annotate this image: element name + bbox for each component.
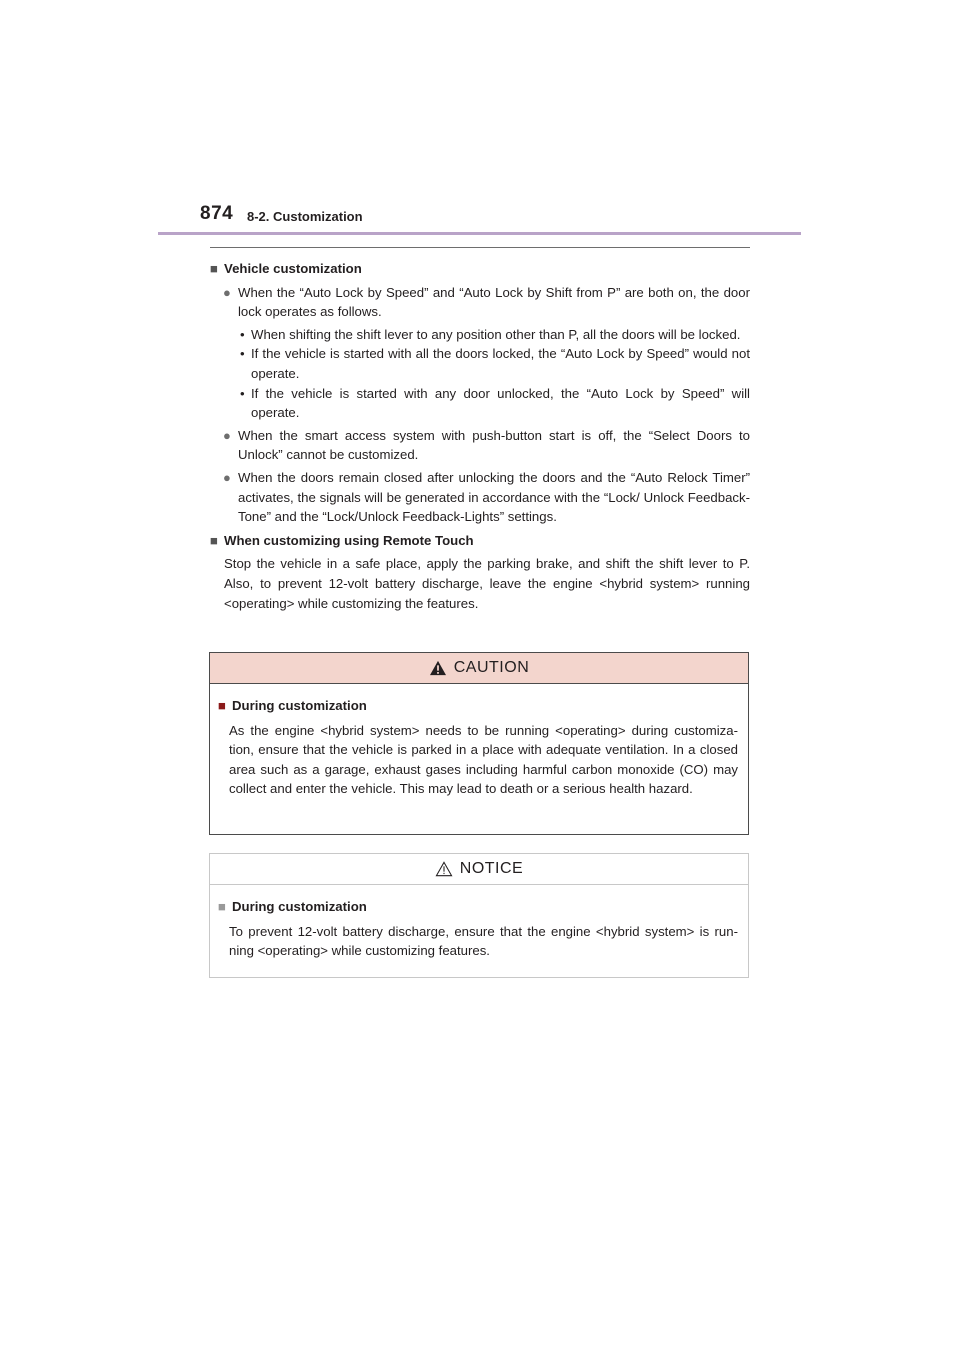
dot-bullet-icon: • <box>240 326 245 342</box>
caution-header <box>210 653 748 684</box>
square-bullet-icon: ■ <box>210 261 218 276</box>
notice-label: NOTICE <box>459 860 524 878</box>
square-bullet-icon: ■ <box>210 532 218 548</box>
section-title: 8-2. Customization <box>247 209 363 224</box>
remote-touch-paragraph: Stop the vehicle in a safe place, apply the parking brake, and shift the shift lever to P. Also, to prevent 12-volt battery discharge, leave the engine <hybrid system> running <operating> while customizing the features. <box>224 556 750 611</box>
caution-body <box>210 684 748 799</box>
caution-label: CAUTION <box>453 659 530 677</box>
circle-bullet-icon: ● <box>223 427 231 443</box>
heading-text: When customizing using Remote Touch <box>224 532 474 548</box>
square-bullet-icon: ■ <box>218 899 226 914</box>
sub-list-item <box>210 344 750 383</box>
circle-bullet-icon: ● <box>223 469 231 485</box>
warning-outline-icon <box>435 861 453 877</box>
notice-body <box>210 885 748 961</box>
heading-text: Vehicle customization <box>224 261 362 276</box>
caution-text: As the engine <hybrid system> needs to be running <operating> during customiza- tion, ensure that the vehicle is parked in a place with adequate ventilation. In a closed area such as a garage, exhaust gases including harmful carbon monoxide (CO) may collect and enter the vehicle. This may lead to death or a serious health hazard. <box>229 722 738 797</box>
caution-box <box>209 652 749 835</box>
main-content <box>210 259 750 613</box>
caution-heading <box>218 696 738 716</box>
sub-list-item-text: If the vehicle is started with any door unlocked, the “Auto Lock by Speed” will operate. <box>251 385 750 421</box>
header-rule <box>158 232 801 235</box>
circle-bullet-icon: ● <box>223 284 231 300</box>
square-bullet-icon: ■ <box>218 698 226 713</box>
list-item-text: When the “Auto Lock by Speed” and “Auto Lock by Shift from P” are both on, the door lock operates as follows. <box>238 284 750 320</box>
content-rule <box>210 247 750 248</box>
sub-list-item <box>210 384 750 423</box>
notice-heading <box>218 897 738 917</box>
notice-text: To prevent 12-volt battery discharge, ensure that the engine <hybrid system> is run- ning <operating> while customizing features. <box>229 923 738 959</box>
remote-touch-heading <box>210 531 750 551</box>
notice-box <box>209 853 749 978</box>
heading-text: During customization <box>232 698 367 713</box>
list-item-text: When the doors remain closed after unlocking the doors and the “Auto Relock Timer” activates, the signals will be generated in accordance with the “Lock/ Unlock Feedback-Tone” and the “Lock/Unlock Feedback-Lights” settings. <box>238 469 750 525</box>
sub-list-item <box>210 325 750 345</box>
list-item <box>210 283 750 322</box>
notice-header <box>210 854 748 885</box>
warning-triangle-icon <box>429 660 447 676</box>
list-item <box>210 468 750 527</box>
dot-bullet-icon: • <box>240 346 245 362</box>
dot-bullet-icon: • <box>240 385 245 401</box>
list-item <box>210 426 750 465</box>
page-number: 874 <box>200 203 234 224</box>
sub-list-item-text: If the vehicle is started with all the doors locked, the “Auto Lock by Speed” would not operate. <box>251 346 750 381</box>
heading-text: During customization <box>232 899 367 914</box>
sub-list-item-text: When shifting the shift lever to any position other than P, all the doors will be locked. <box>251 326 741 342</box>
list-item-text: When the smart access system with push-button start is off, the “Select Doors to Unlock” cannot be customized. <box>238 427 750 463</box>
vehicle-customization-heading <box>210 259 750 279</box>
